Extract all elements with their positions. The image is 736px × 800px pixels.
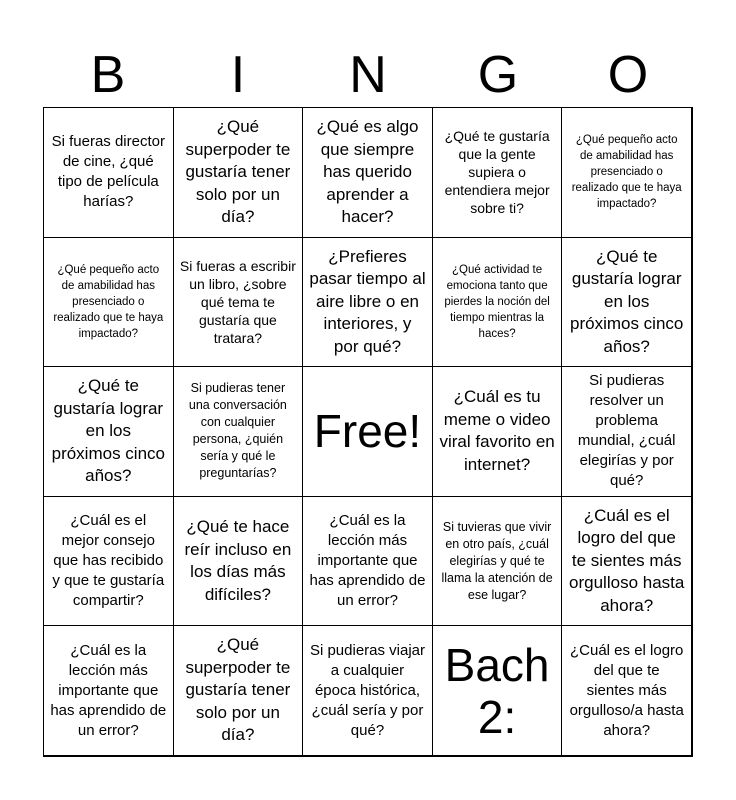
bingo-header [43, 44, 693, 106]
bingo-cell-text: ¿Cuál es tu meme o video viral favorito en internet? [439, 387, 555, 474]
bingo-cell-text: Si pudieras tener una conversación con cualquier persona, ¿quién sería y qué le preguntarías? [188, 381, 287, 481]
bingo-cell[interactable] [43, 496, 174, 627]
bingo-cell-text: ¿Qué te gustaría que la gente supiera o entendiera mejor sobre ti? [444, 128, 550, 217]
bingo-cell-text: ¿Qué superpoder te gustaría tener solo por un día? [185, 635, 291, 745]
bingo-cell[interactable] [43, 366, 174, 497]
bingo-cell[interactable] [43, 107, 174, 238]
bingo-cell-text: ¿Qué actividad te emociona tanto que pierdes la noción del tiempo mientras la haces? [444, 263, 550, 340]
bingo-cell[interactable] [302, 107, 433, 238]
bingo-cell-text: Si pudieras resolver un problema mundial, ¿cuál elegirías y por qué? [577, 372, 676, 490]
bingo-cell-text: ¿Cuál es la lección más importante que has aprendido de un error? [50, 641, 167, 739]
bingo-cell-text: ¿Qué pequeño acto de amabilidad has presenciado o realizado que te haya impactado? [53, 263, 164, 340]
bingo-cell-text: ¿Qué te gustaría lograr en los próximos cinco años? [51, 376, 165, 486]
bingo-cell[interactable] [173, 237, 304, 368]
bingo-cell[interactable] [432, 496, 563, 627]
bingo-cell-text: ¿Cuál es el logro del que te sientes más orgulloso/a hasta ahora? [569, 641, 684, 739]
header-letter-o: O [607, 46, 649, 104]
bingo-cell-text: ¿Qué te hace reír incluso en los días más difíciles? [184, 517, 292, 604]
bingo-cell-text: ¿Prefieres pasar tiempo al aire libre o en interiores, y por qué? [309, 246, 426, 356]
bingo-cell-text: ¿Cuál es el mejor consejo que has recibido y que te gustaría compartir? [52, 512, 165, 610]
bingo-cell[interactable] [561, 496, 692, 627]
bingo-cell-text: ¿Qué te gustaría lograr en los próximos cinco años? [570, 246, 684, 356]
free-space-cell[interactable] [302, 366, 433, 497]
bingo-cell[interactable] [173, 107, 304, 238]
bingo-cell[interactable] [432, 366, 563, 497]
bingo-cell-text: Free! [313, 405, 422, 458]
bingo-cell[interactable] [173, 496, 304, 627]
bingo-cell[interactable] [43, 237, 174, 368]
header-letter-b: B [90, 46, 126, 104]
bingo-cell[interactable] [173, 625, 304, 756]
bingo-cell[interactable] [432, 625, 563, 756]
bingo-cell-text: ¿Qué es algo que siempre has querido aprender a hacer? [316, 117, 419, 227]
bingo-cell[interactable] [432, 237, 563, 368]
bingo-cell[interactable] [302, 496, 433, 627]
bingo-cell-text: ¿Qué superpoder te gustaría tener solo por un día? [185, 117, 291, 227]
header-letter-i: I [230, 46, 246, 104]
bingo-cell[interactable] [302, 237, 433, 368]
bingo-cell[interactable] [561, 625, 692, 756]
bingo-cell[interactable] [432, 107, 563, 238]
bingo-cell[interactable] [561, 107, 692, 238]
bingo-cell[interactable] [43, 625, 174, 756]
bingo-cell-text: Si fueras director de cine, ¿qué tipo de película harías? [51, 133, 165, 211]
bingo-cell-text: ¿Cuál es el logro del que te sientes más orgulloso hasta ahora? [569, 505, 685, 615]
bingo-cell-text: Si tuvieras que vivir en otro país, ¿cuál elegirías y qué te llama la atención de ese lugar? [441, 519, 553, 602]
bingo-cell-text: Si pudieras viajar a cualquier época histórica, ¿cuál sería y por qué? [309, 641, 426, 739]
bingo-cell[interactable] [561, 366, 692, 497]
header-letter-g: G [477, 46, 519, 104]
bingo-cell-text: Bach 2: [444, 638, 550, 743]
bingo-cell[interactable] [561, 237, 692, 368]
header-letter-n: N [349, 46, 387, 104]
bingo-cell-text: ¿Qué pequeño acto de amabilidad has presenciado o realizado que te haya impactado? [571, 134, 682, 211]
bingo-cell[interactable] [173, 366, 304, 497]
bingo-cell[interactable] [302, 625, 433, 756]
bingo-cell-text: Si fueras a escribir un libro, ¿sobre qué tema te gustaría que tratara? [179, 257, 296, 346]
bingo-grid [43, 107, 693, 757]
bingo-cell-text: ¿Cuál es la lección más importante que has aprendido de un error? [309, 512, 426, 610]
